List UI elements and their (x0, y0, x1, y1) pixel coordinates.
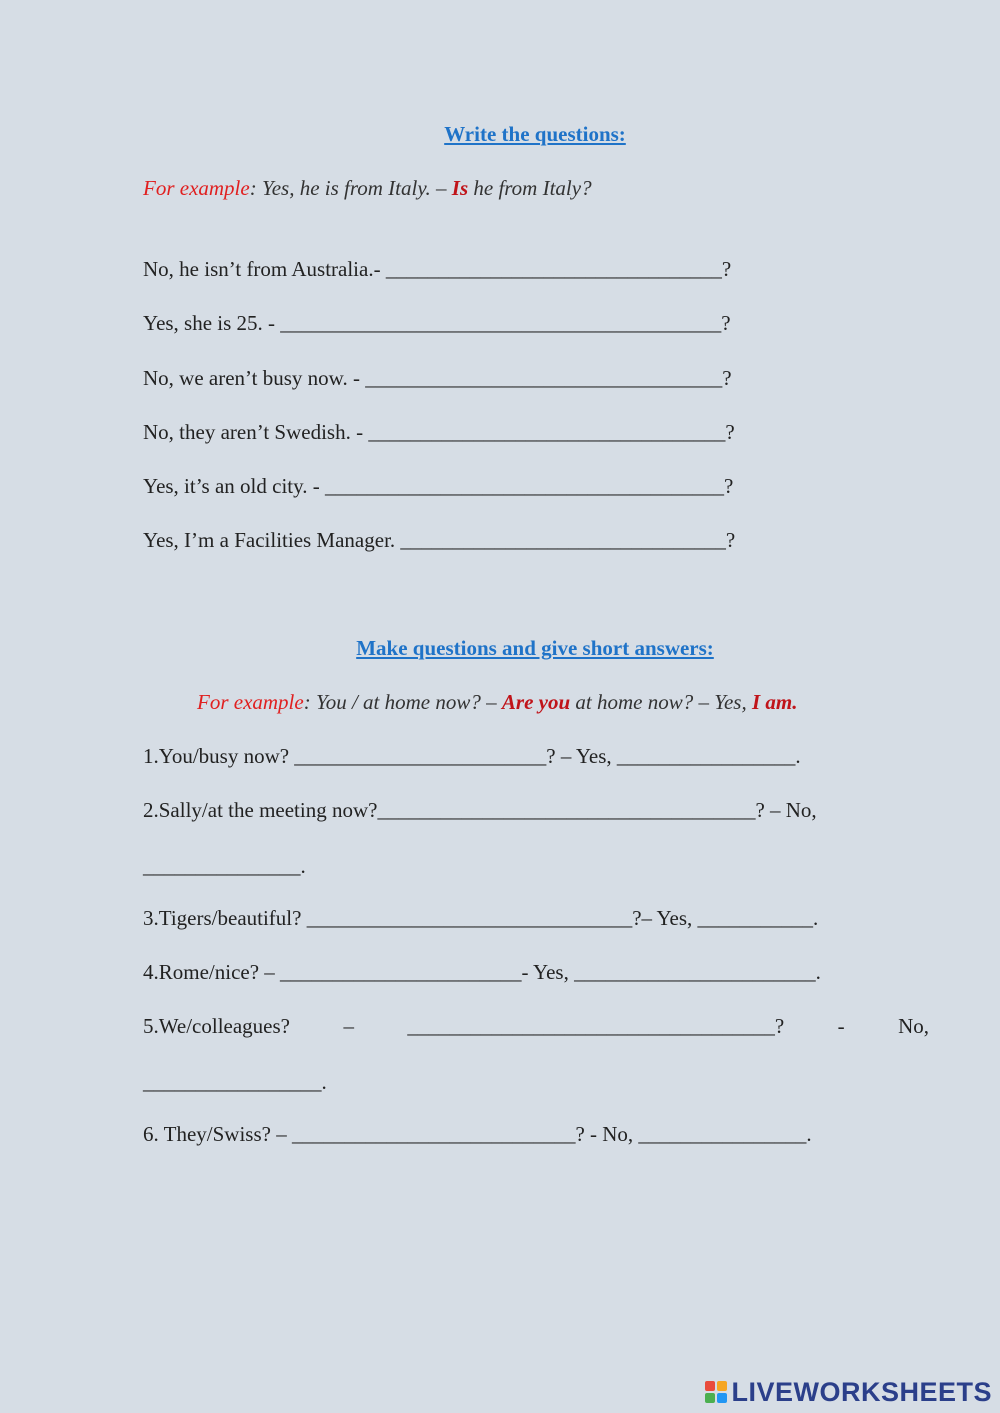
short-answer-5-continued[interactable]: _________________. (143, 1070, 327, 1094)
liveworksheets-logo-icon (705, 1381, 727, 1403)
example-text: : Yes, he is from Italy. – (249, 176, 452, 200)
question-line-1[interactable]: No, he isn’t from Australia.- ________________________________? (143, 257, 732, 281)
example-period: . (792, 690, 798, 714)
short-answer-2-continued[interactable]: _______________. (143, 854, 306, 878)
logo-text: LIVEWORKSHEETS (731, 1376, 992, 1407)
example-label: For example (143, 176, 250, 200)
example-text-middle: at home now? – Yes, (570, 690, 752, 714)
short-answer-1[interactable]: 1.You/busy now? ________________________? – Yes, _________________. (143, 744, 801, 768)
example-label: For example (197, 690, 304, 714)
short-answer-4[interactable]: 4.Rome/nice? – _______________________- Yes, _______________________. (143, 960, 821, 984)
question-line-2[interactable]: Yes, she is 25. - __________________________________________? (143, 311, 731, 335)
example-highlight-answer: I am (751, 690, 793, 714)
section2-heading: Make questions and give short answers: (356, 636, 714, 660)
example-text-end: he from Italy? (468, 176, 592, 200)
example-highlight: Is (451, 176, 469, 200)
short-answer-5-answer: No, (898, 1014, 929, 1038)
short-answer-6[interactable]: 6. They/Swiss? – ___________________________? - No, ________________. (143, 1122, 812, 1146)
short-answer-5-dash: – (343, 1014, 354, 1038)
section1-example (143, 176, 592, 201)
question-line-6[interactable]: Yes, I’m a Facilities Manager. _______________________________? (143, 528, 736, 552)
question-line-4[interactable]: No, they aren’t Swedish. - __________________________________? (143, 420, 735, 444)
short-answer-5-prompt: 5.We/colleagues? (143, 1014, 290, 1038)
short-answer-5-dash2: - (837, 1014, 845, 1038)
short-answer-2[interactable]: 2.Sally/at the meeting now?____________________________________? – No, (143, 798, 817, 822)
section2-example (197, 690, 797, 715)
short-answer-3[interactable]: 3.Tigers/beautiful? _______________________________?– Yes, ___________. (143, 906, 819, 930)
question-line-3[interactable]: No, we aren’t busy now. - __________________________________? (143, 366, 732, 390)
liveworksheets-logo (705, 1377, 992, 1407)
short-answer-5[interactable] (143, 1014, 929, 1039)
example-text: : You / at home now? – (303, 690, 502, 714)
question-line-5[interactable]: Yes, it’s an old city. - ______________________________________? (143, 474, 734, 498)
example-highlight-question: Are you (501, 690, 571, 714)
section1-heading: Write the questions: (444, 122, 626, 146)
short-answer-5-blank[interactable]: ___________________________________? (407, 1014, 785, 1038)
